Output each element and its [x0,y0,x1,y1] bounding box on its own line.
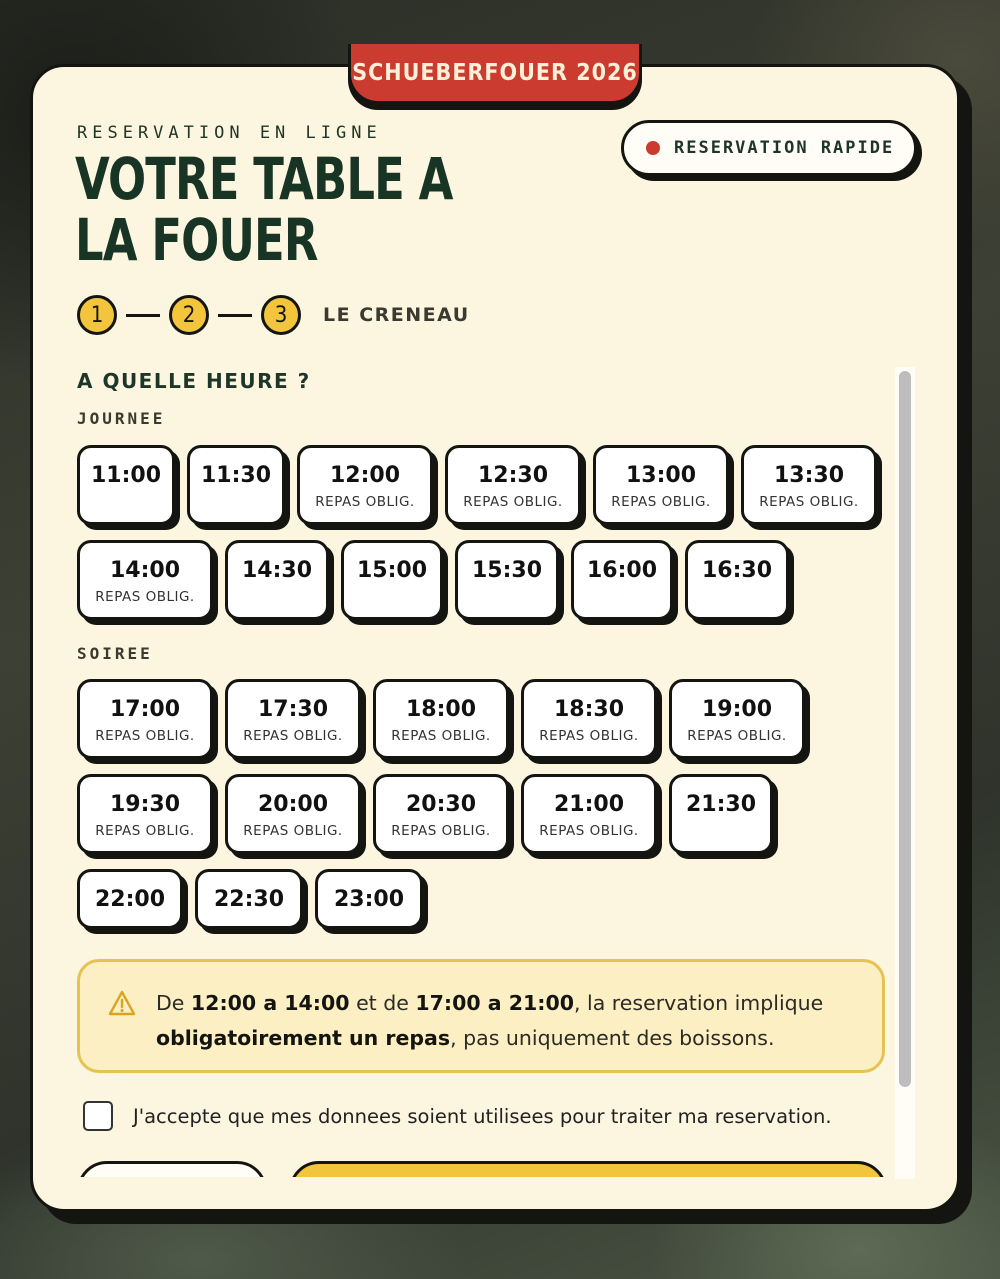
time-slot-meal-note: REPAS OBLIG. [243,728,343,744]
consent-row[interactable] [83,1101,832,1131]
time-slot-time: 14:30 [241,558,313,583]
time-slot-time: 19:00 [701,697,773,722]
time-slot-time: 17:30 [257,697,329,722]
time-slot-button[interactable] [685,540,789,620]
time-slot-meal-note: REPAS OBLIG. [687,728,787,744]
step-2: 2 [169,295,209,335]
time-slot-button[interactable] [297,445,433,525]
time-slot-meal-note: REPAS OBLIG. [539,728,639,744]
time-slot-button[interactable] [741,445,877,525]
time-slot-meal-note: REPAS OBLIG. [759,494,859,510]
time-slot-meal-note: REPAS OBLIG. [95,728,195,744]
page-title: VOTRE TABLE A LA FOUER [75,145,453,274]
time-slot-button[interactable] [225,679,361,759]
time-slot-button[interactable] [455,540,559,620]
step-separator [126,314,160,317]
time-slot-meal-note: REPAS OBLIG. [391,823,491,839]
time-slot-time: 19:30 [109,792,181,817]
time-slot-meal-note: REPAS OBLIG. [95,589,195,605]
time-slot-time: 20:30 [405,792,477,817]
time-slot-time: 15:00 [356,558,428,583]
back-button[interactable] [77,1161,267,1177]
time-slot-time: 15:30 [471,558,543,583]
time-slot-time: 12:30 [477,463,549,488]
time-slot-time: 16:00 [586,558,658,583]
time-slot-button[interactable] [669,774,773,854]
quick-reservation-button[interactable] [621,120,917,176]
time-slot-time: 12:00 [329,463,401,488]
time-slot-button[interactable] [225,540,329,620]
time-slot-time: 22:30 [213,887,285,912]
red-dot-icon [646,141,660,155]
time-question: A QUELLE HEURE ? [77,369,311,393]
step-3: 3 [261,295,301,335]
time-slot-button[interactable] [225,774,361,854]
time-slot-time: 18:30 [553,697,625,722]
time-slot-button[interactable] [571,540,673,620]
time-slot-button[interactable] [77,774,213,854]
quick-reservation-label: RESERVATION RAPIDE [674,138,895,158]
consent-checkbox[interactable] [83,1101,113,1131]
time-slot-button[interactable] [187,445,285,525]
time-slot-meal-note: REPAS OBLIG. [95,823,195,839]
time-slot-meal-note: REPAS OBLIG. [315,494,415,510]
meal-warning-box [77,959,885,1073]
time-slot-meal-note: REPAS OBLIG. [539,823,639,839]
time-slot-meal-note: REPAS OBLIG. [611,494,711,510]
time-slot-time: 14:00 [109,558,181,583]
time-slot-time: 16:30 [701,558,773,583]
time-slot-button[interactable] [77,869,183,929]
time-slot-button[interactable] [669,679,805,759]
step-1: 1 [77,295,117,335]
time-slot-time: 20:00 [257,792,329,817]
time-slot-button[interactable] [445,445,581,525]
time-slot-button[interactable] [341,540,443,620]
time-slot-time: 18:00 [405,697,477,722]
time-slot-time: 21:30 [685,792,757,817]
time-slot-button[interactable] [521,679,657,759]
section-label-day: JOURNEE [77,409,166,428]
time-slot-time: 13:00 [625,463,697,488]
meal-warning-text: De 12:00 a 14:00 et de 17:00 a 21:00, la reservation implique obligatoirement un repas, pas uniquement des boissons. [156,991,824,1050]
time-slot-time: 11:30 [200,463,272,488]
time-slot-time: 23:00 [333,887,405,912]
time-slot-meal-note: REPAS OBLIG. [391,728,491,744]
stepper [77,295,470,335]
time-slot-time: 11:00 [90,463,162,488]
time-slot-button[interactable] [315,869,423,929]
kicker: RESERVATION EN LIGNE [77,123,382,143]
current-step-label: LE CRENEAU [323,304,470,326]
continue-button[interactable] [289,1161,887,1177]
time-slot-button[interactable] [373,774,509,854]
time-slot-button[interactable] [77,540,213,620]
time-slot-time: 22:00 [94,887,166,912]
time-slot-button[interactable] [593,445,729,525]
warning-icon [108,990,136,1016]
time-slot-button[interactable] [77,445,175,525]
time-slot-time: 21:00 [553,792,625,817]
time-slot-button[interactable] [195,869,303,929]
time-slot-button[interactable] [521,774,657,854]
consent-label: J'accepte que mes donnees soient utilisees pour traiter ma reservation. [133,1104,832,1128]
time-slot-button[interactable] [77,679,213,759]
time-slot-time: 17:00 [109,697,181,722]
step-separator [218,314,252,317]
event-ribbon: SCHUEBERFOUER 2026 [348,44,642,104]
section-label-evening: SOIREE [77,644,153,663]
time-slot-meal-note: REPAS OBLIG. [243,823,343,839]
time-slot-meal-note: REPAS OBLIG. [463,494,563,510]
time-slot-time: 13:30 [773,463,845,488]
reservation-card [30,64,960,1212]
time-selection-panel [77,365,917,1177]
time-slot-button[interactable] [373,679,509,759]
